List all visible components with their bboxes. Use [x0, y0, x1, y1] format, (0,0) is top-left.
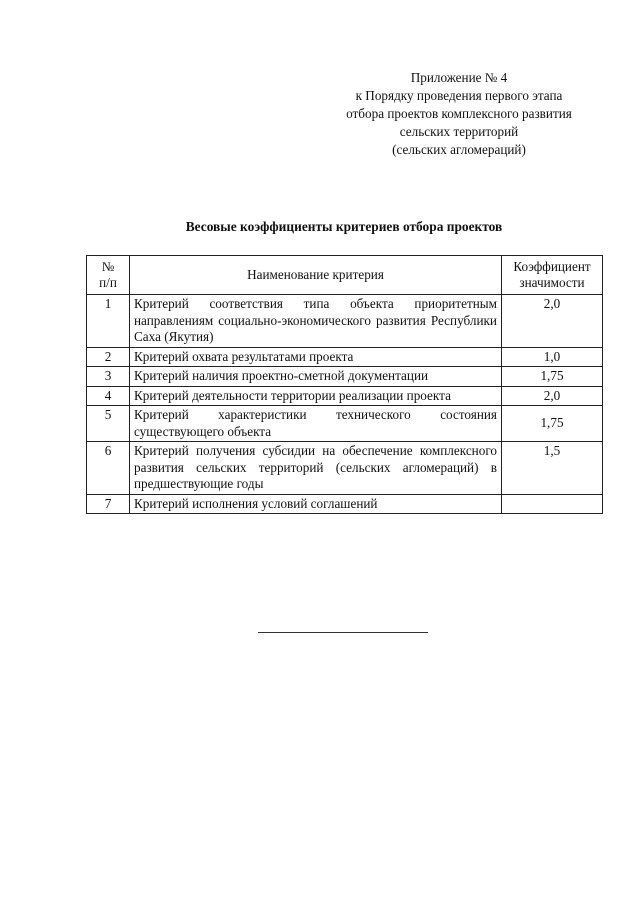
row-number: 1: [87, 295, 130, 348]
appendix-header: [318, 69, 600, 159]
table-row: [87, 494, 603, 514]
closing-divider-line: [258, 632, 428, 633]
appendix-line: отбора проектов комплексного развития: [346, 106, 572, 121]
header-number: [87, 256, 130, 295]
header-number-symbol: №: [101, 258, 115, 274]
row-criterion: Критерий деятельности территории реализации проекта: [130, 386, 502, 406]
document-title: Весовые коэффициенты критериев отбора проектов: [185, 219, 503, 234]
table-row: [87, 442, 603, 495]
table-row: [87, 386, 603, 406]
table-row: [87, 295, 603, 348]
row-coefficient: 1,75: [502, 406, 603, 442]
row-criterion: Критерий соответствия типа объекта приоритетным направлениям социально-экономического развития Республики Саха (Якутия): [130, 295, 502, 348]
header-coefficient-line2: значимости: [519, 275, 585, 290]
row-number: 6: [87, 442, 130, 495]
row-coefficient: [502, 494, 603, 514]
table-row: [87, 406, 603, 442]
row-criterion: Критерий характеристики технического состояния существующего объекта: [130, 406, 502, 442]
appendix-line: Приложение № 4: [410, 70, 508, 85]
criteria-table: [86, 255, 603, 514]
row-number: 2: [87, 347, 130, 367]
header-coefficient: [502, 256, 603, 295]
row-coefficient: 1,5: [502, 442, 603, 495]
row-coefficient: 1,75: [502, 367, 603, 387]
header-criterion-name: Наименование критерия: [130, 256, 502, 295]
row-criterion: Критерий наличия проектно-сметной документации: [130, 367, 502, 387]
table-row: [87, 347, 603, 367]
appendix-line: сельских территорий: [399, 124, 519, 139]
appendix-line: к Порядку проведения первого этапа: [355, 88, 563, 103]
row-criterion: Критерий получения субсидии на обеспечение комплексного развития сельских территорий (сельских агломераций) в предшествующие годы: [130, 442, 502, 495]
header-number-abbrev: п/п: [99, 275, 117, 290]
row-number: 5: [87, 406, 130, 442]
row-coefficient: 2,0: [502, 386, 603, 406]
row-criterion: Критерий исполнения условий соглашений: [130, 494, 502, 514]
row-coefficient: 1,0: [502, 347, 603, 367]
row-criterion: Критерий охвата результатами проекта: [130, 347, 502, 367]
table-row: [87, 367, 603, 387]
appendix-line: (сельских агломераций): [392, 142, 526, 157]
row-number: 4: [87, 386, 130, 406]
table-header-row: [87, 256, 603, 295]
row-number: 3: [87, 367, 130, 387]
header-coefficient-line1: Коэффициент: [513, 258, 591, 274]
row-coefficient: 2,0: [502, 295, 603, 348]
row-number: 7: [87, 494, 130, 514]
